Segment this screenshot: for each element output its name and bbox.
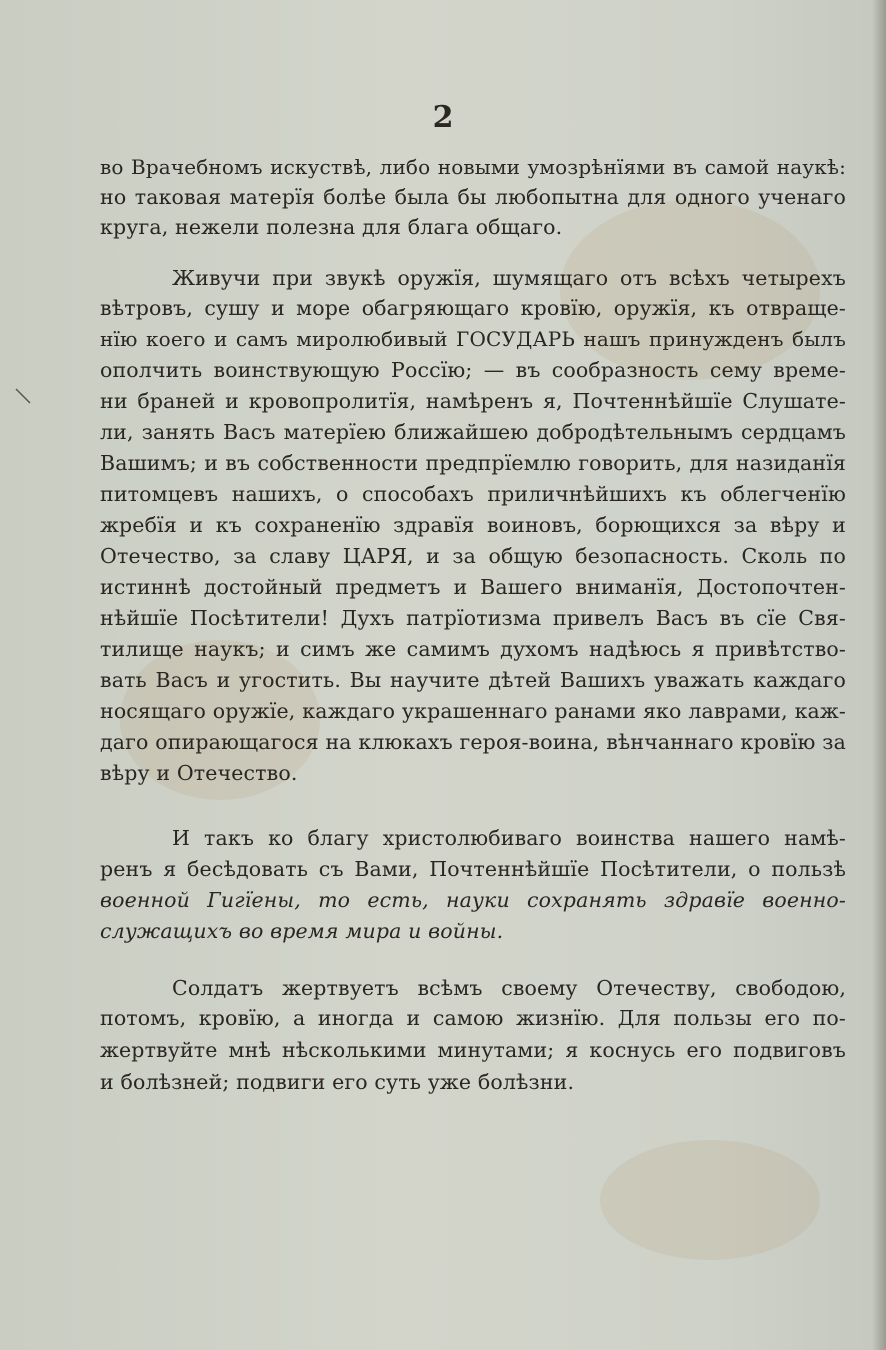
text-line: жребїя и къ сохраненїю здравїя воиновъ, борющихся за вѣру и [100,513,846,537]
text-line: тилище наукъ; и симъ же самимъ духомъ надѣюсь я привѣтство- [100,637,846,661]
text-line: истиннѣ достойный предметъ и Вашего вниманїя, Достопочтен- [100,575,846,599]
page-edge-shadow [872,0,886,1350]
text-line: жертвуйте мнѣ нѣсколькими минутами; я коснусь его подвиговъ [100,1038,846,1062]
paper-stain [600,1140,820,1260]
text-line: служащихъ во время мира и войны. [100,919,504,943]
text-line: военной Гигїены, то есть, науки сохранять здравїе военно- [100,888,846,912]
text-line: Живучи при звукѣ оружїя, шумящаго отъ всѣхъ четырехъ [172,266,846,290]
text-line: носящаго оружїе, каждаго украшеннаго ранами яко лаврами, каж- [100,699,846,723]
text-line: И такъ ко благу христолюбиваго воинства нашего намѣ- [172,826,846,850]
page-number: 2 [432,100,454,135]
text-line: нѣйшїе Посѣтители! Духъ патрїотизма привелъ Васъ въ сїе Свя- [100,606,846,630]
text-line: Солдатъ жертвуетъ всѣмъ своему Отечеству, свободою, [172,976,846,1000]
text-line: вѣтровъ, сушу и море обагряющаго кровїю, оружїя, къ отвраще- [100,296,846,320]
text-line: ренъ я бесѣдовать съ Вами, Почтеннѣйшїе Посѣтители, о пользѣ [100,857,846,881]
text-line: но таковая матерїя болѣе была бы любопытна для одного ученаго [100,185,846,209]
text-line: Вашимъ; и въ собственности предпрїемлю говорить, для назиданїя [100,451,846,475]
text-line: даго опирающагося на клюкахъ героя-воина, вѣнчаннаго кровїю за [100,730,846,754]
text-line: питомцевъ нашихъ, о способахъ приличнѣйшихъ къ облегченїю [100,482,846,506]
text-line: вать Васъ и угостить. Вы научите дѣтей Вашихъ уважать каждаго [100,668,846,692]
text-line: ли, занять Васъ матерїею ближайшею добродѣтельнымъ сердцамъ [100,420,846,444]
text-line: ни браней и кровопролитїя, намѣренъ я, Почтеннѣйшїе Слушате- [100,389,846,413]
text-line: во Врачебномъ искуствѣ, либо новыми умозрѣнїями въ самой наукѣ: [100,155,846,179]
text-line: круга, нежели полезна для блага общаго. [100,215,563,239]
pencil-mark-icon [14,385,34,405]
text-line: вѣру и Отечество. [100,761,298,785]
text-line: Отечество, за славу ЦАРЯ, и за общую безопасность. Сколь по [100,544,846,568]
text-line: ополчить воинствующую Россїю; — въ сообразность сему време- [100,358,846,382]
text-line: нїю коего и самъ миролюбивый ГОСУДАРЬ нашъ принужденъ былъ [100,327,846,351]
text-line: и болѣзней; подвиги его суть уже болѣзни. [100,1070,575,1094]
text-line: потомъ, кровїю, а иногда и самою жизнїю. Для пользы его по- [100,1006,846,1030]
